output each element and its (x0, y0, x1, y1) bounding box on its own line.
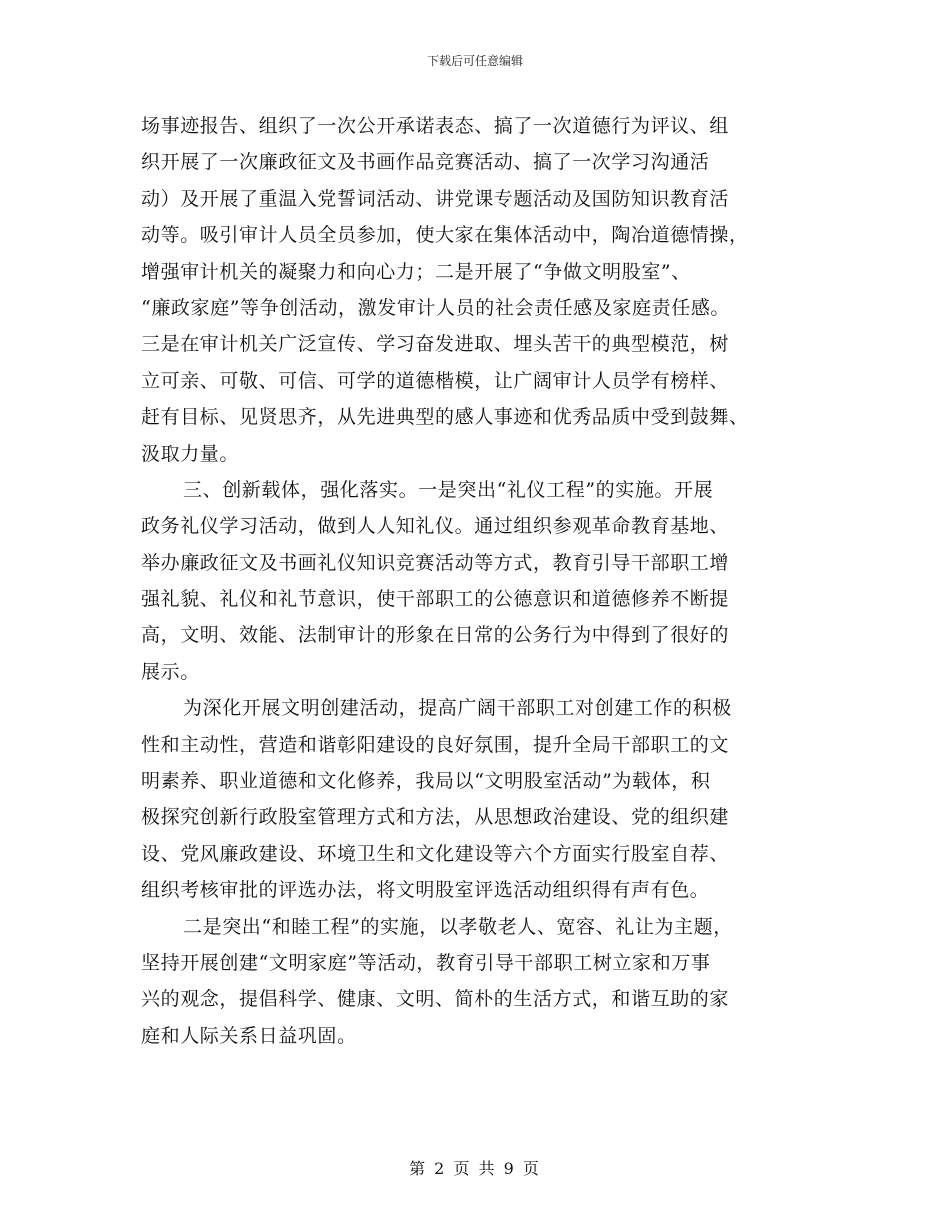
text-line: 织开展了一次廉政征文及书画作品竞赛活动、搞了一次学习沟通活 (141, 151, 710, 174)
text-line: 举办廉政征文及书画礼仪知识竞赛活动等方式，教育引导干部职工增 (141, 551, 730, 574)
text-line: 极探究创新行政股室管理方式和方法，从思想政治建设、党的组织建 (141, 806, 730, 829)
text-line: 明素养、职业道德和文化修养，我局以“文明股室活动”为载体，积 (141, 770, 711, 793)
text-line: 兴的观念，提倡科学、健康、文明、简朴的生活方式，和谐互助的家 (141, 988, 730, 1011)
text-line: 组织考核审批的评选办法，将文明股室评选活动组织得有声有色。 (141, 879, 710, 902)
text-line: 赶有目标、见贤思齐，从先进典型的感人事迹和优秀品质中受到鼓舞、 (141, 406, 749, 429)
paragraph-start-line: 二是突出“和睦工程”的实施，以孝敬老人、宽容、礼让为主题， (183, 915, 733, 938)
text-line: 性和主动性，营造和谐彰阳建设的良好氛围，提升全局干部职工的文 (141, 733, 730, 756)
text-line: 高，文明、效能、法制审计的形象在日常的公务行为中得到了很好的 (141, 624, 730, 647)
text-line: 展示。 (141, 660, 200, 683)
text-line: 政务礼仪学习活动，做到人人知礼仪。通过组织参观革命教育基地、 (141, 515, 730, 538)
text-line: 增强审计机关的凝聚力和向心力；二是开展了“争做文明股室”、 (141, 260, 691, 283)
paragraph-start-line: 三、创新载体，强化落实。一是突出“礼仪工程”的实施。开展 (183, 478, 714, 501)
text-line: “廉政家庭”等争创活动，激发审计人员的社会责任感及家庭责任感。 (141, 296, 731, 319)
page-header: 下载后可任意编辑 (426, 54, 523, 68)
text-line: 立可亲、可敬、可信、可学的道德楷模，让广阔审计人员学有榜样、 (141, 369, 730, 392)
paragraph-start-line: 为深化开展文明创建活动，提高广阔干部职工对创建工作的积极 (183, 697, 732, 720)
text-line: 场事迹报告、组织了一次公开承诺表态、搞了一次道德行为评议、组 (141, 115, 730, 137)
text-line: 坚持开展创建“文明家庭”等活动，教育引导干部职工树立家和万事 (141, 951, 711, 974)
text-line: 强礼貌、礼仪和礼节意识，使干部职工的公德意识和道德修养不断提 (141, 588, 730, 611)
text-line: 庭和人际关系日益巩固。 (141, 1024, 357, 1047)
document-body (141, 108, 815, 1054)
text-line: 动等。吸引审计人员全员参加，使大家在集体活动中，陶冶道德情操， (141, 224, 749, 247)
text-line: 汲取力量。 (141, 442, 240, 465)
page-number-footer: 第 2 页 共 9 页 (409, 1159, 541, 1178)
text-line: 动）及开展了重温入党誓词活动、讲党课专题活动及国防知识教育活 (141, 187, 730, 210)
text-line: 三是在审计机关广泛宣传、学习奋发进取、埋头苦干的典型模范，树 (141, 333, 730, 356)
text-line: 设、党风廉政建设、环境卫生和文化建设等六个方面实行股室自荐、 (141, 842, 730, 865)
